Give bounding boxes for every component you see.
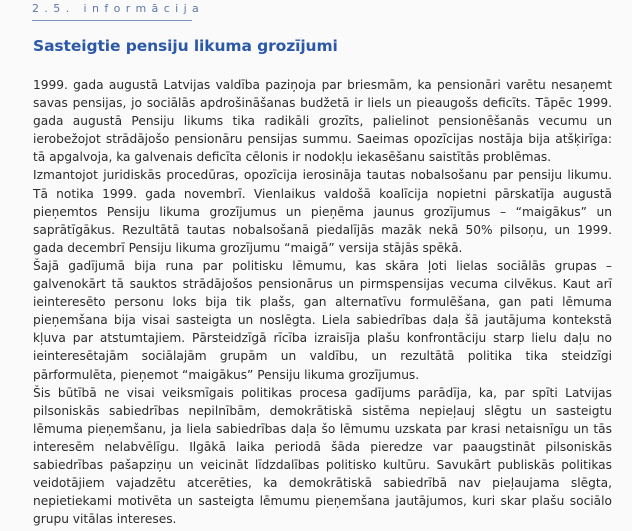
section-label: 2.5. informācija [32,2,205,15]
paragraph-3: Šajā gadījumā bija runa par politisku lēmumu, kas skāra ļoti lielas sociālās grupas – galvenokārt tā sauktos strādājošos pensionārus un pirmspensijas vecuma cilvēkus. Kaut arī ieinteresēto personu loks bija tik plašs, gan alternatīvu formulēšana, gan pati lēmuma pieņemšana bija visai sasteigta un noslēgta. Liela sabiedrības daļa šā jautājuma kontekstā kļuva par atstumtajiem. Pārsteidzīgā rīcība izraisīja plašu konfrontāciju starp lielu daļu no ieinteresētajām sociālajām grupām un valdību, un rezultātā politika tika steidzīgi pārformulēta, pieņemot “maigākus” Pensiju likuma grozījumus. [33,258,612,382]
document-title: Sasteigtie pensiju likuma grozījumi [33,37,338,55]
paragraph-4: Šis būtībā ne visai veiksmīgais politikas procesa gadījums parādīja, ka, par spīti Latvijas pilsoniskās sabiedrības nepilnībām, demokrātiskā sistēma nepieļauj slēgtu un sasteigtu lēmuma pieņemšanu, ja liela sabiedrības daļa šo lēmumu uzskata par krasi netaisnīgu un tās interesēm nelabvēlīgu. Ilgākā laika periodā šāda pieredze var paaugstināt pilsoniskās sabiedrības pašapziņu un veicināt līdzdalības politisko kultūru. Savukārt publiskās politikas veidotājiem vajadzētu atcerēties, ka demokrātiskā sabiedrībā nav pieļaujama slēgta, nepietiekami motivēta un sasteigta lēmumu pieņemšana jautājumos, kuri skar plašu sociālo grupu vitālas intereses. [33,385,612,527]
paragraph-2: Izmantojot juridiskās procedūras, opozīcija ierosināja tautas nobalsošanu par pensiju likumu. Tā notika 1999. gada novembrī. Vienlaikus valdošā koalīcija nopietni pārskatīja augustā pieņemtos Pensiju likuma grozījumus un pieņēma jaunus grozījumus – “maigākus” un saprātīgākus. Rezultātā tautas nobalsošanā piedalījās mazāk nekā 50% pilsoņu, un 1999. gada decembrī Pensiju likuma grozījumu “maigā” versija stājās spēkā. [33,168,612,255]
body-text [33,76,612,528]
paragraph-1: 1999. gada augustā Latvijas valdība paziņoja par briesmām, ka pensionāri varētu nesaņemt savas pensijas, jo sociālās apdrošināšanas budžetā ir liels un pieaugošs deficīts. Tāpēc 1999. gada augustā Pensiju likums tika radikāli grozīts, palielinot pensionēšanās vecumu un ierobežojot strādājošo pensionāru pensijas summu. Saeimas opozīcijas nostāja bija atšķirīga: tā apgalvoja, ka galvenais deficīta cēlonis ir nodokļu iekasēšanu saistītās problēmas. [33,78,612,165]
section-header [32,0,205,21]
